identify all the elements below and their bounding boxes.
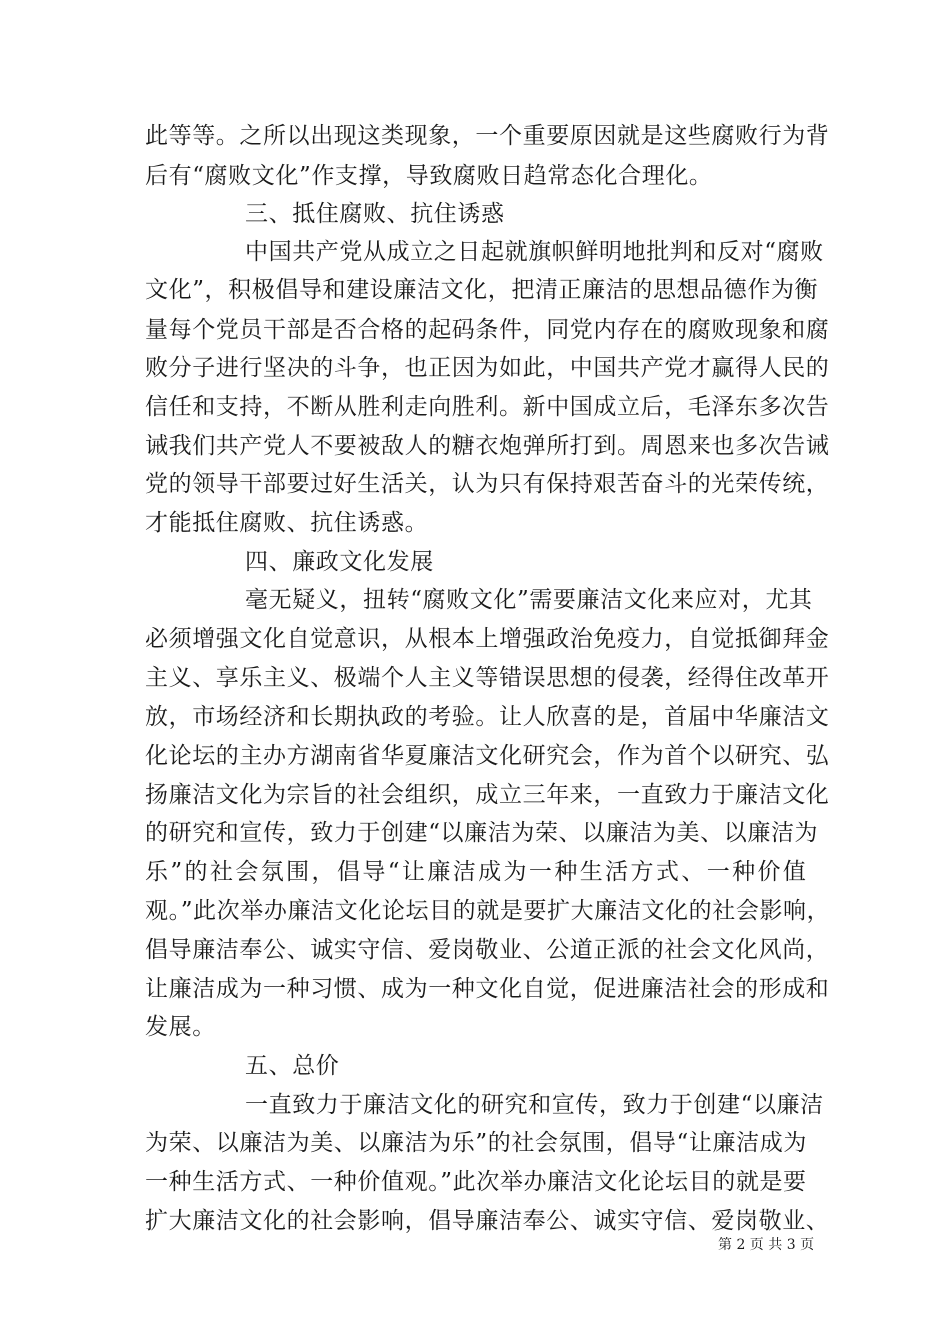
body-line: 化论坛的主办方湖南省华夏廉洁文化研究会，作为首个以研究、弘 (145, 743, 830, 769)
body-line: 败分子进行坚决的斗争，也正因为如此，中国共产党才赢得人民的 (145, 355, 830, 381)
section-heading-4: 四、廉政文化发展 (245, 549, 434, 575)
body-line: 发展。 (145, 1014, 216, 1040)
body-line: 的研究和宣传，致力于创建“以廉洁为荣、以廉洁为美、以廉洁为 (145, 820, 819, 846)
body-line: 必须增强文化自觉意识，从根本上增强政治免疫力，自觉抵御拜金 (145, 626, 830, 652)
body-line: 后有“腐败文化”作支撑，导致腐败日趋常态化合理化。 (145, 163, 713, 189)
body-line: 党的领导干部要过好生活关，认为只有保持艰苦奋斗的光荣传统， (145, 471, 830, 497)
body-line: 倡导廉洁奉公、诚实守信、爱岗敬业、公道正派的社会文化风尚， (145, 937, 830, 963)
body-line: 量每个党员干部是否合格的起码条件，同党内存在的腐败现象和腐 (145, 317, 830, 343)
body-line: 此等等。之所以出现这类现象，一个重要原因就是这些腐败行为背 (145, 123, 830, 149)
paragraph-first-line: 毫无疑义，扭转“腐败文化”需要廉洁文化来应对，尤其 (245, 587, 813, 613)
page-number: 第 2 页 共 3 页 (718, 1237, 815, 1253)
body-line: 观。”此次举办廉洁文化论坛目的就是要扩大廉洁文化的社会影响， (145, 898, 831, 924)
body-line: 乐”的社会氛围，倡导“让廉洁成为一种生活方式、一种价值 (145, 859, 809, 885)
body-line: 信任和支持，不断从胜利走向胜利。新中国成立后，毛泽东多次告 (145, 394, 830, 420)
body-line: 文化”，积极倡导和建设廉洁文化，把清正廉洁的思想品德作为衡 (145, 277, 819, 303)
body-line: 才能抵住腐败、抗住诱惑。 (145, 510, 429, 536)
section-heading-5: 五、总价 (245, 1053, 340, 1079)
body-line: 一种生活方式、一种价值观。”此次举办廉洁文化论坛目的就是要 (145, 1169, 807, 1195)
body-line: 诫我们共产党人不要被敌人的糖衣炮弹所打到。周恩来也多次告诫 (145, 433, 830, 459)
paragraph-first-line: 一直致力于廉洁文化的研究和宣传，致力于创建“以廉洁 (245, 1092, 824, 1118)
body-line: 主义、享乐主义、极端个人主义等错误思想的侵袭，经得住改革开 (145, 665, 830, 691)
paragraph-first-line: 中国共产党从成立之日起就旗帜鲜明地批判和反对“腐败 (245, 239, 824, 265)
body-line: 扩大廉洁文化的社会影响，倡导廉洁奉公、诚实守信、爱岗敬业、 (145, 1208, 830, 1234)
body-line: 放，市场经济和长期执政的考验。让人欣喜的是，首届中华廉洁文 (145, 704, 830, 730)
body-line: 让廉洁成为一种习惯、成为一种文化自觉，促进廉洁社会的形成和 (145, 976, 830, 1002)
body-line: 扬廉洁文化为宗旨的社会组织，成立三年来，一直致力于廉洁文化 (145, 782, 830, 808)
section-heading-3: 三、抵住腐败、抗住诱惑 (245, 201, 505, 227)
body-line: 为荣、以廉洁为美、以廉洁为乐”的社会氛围，倡导“让廉洁成为 (145, 1130, 807, 1156)
